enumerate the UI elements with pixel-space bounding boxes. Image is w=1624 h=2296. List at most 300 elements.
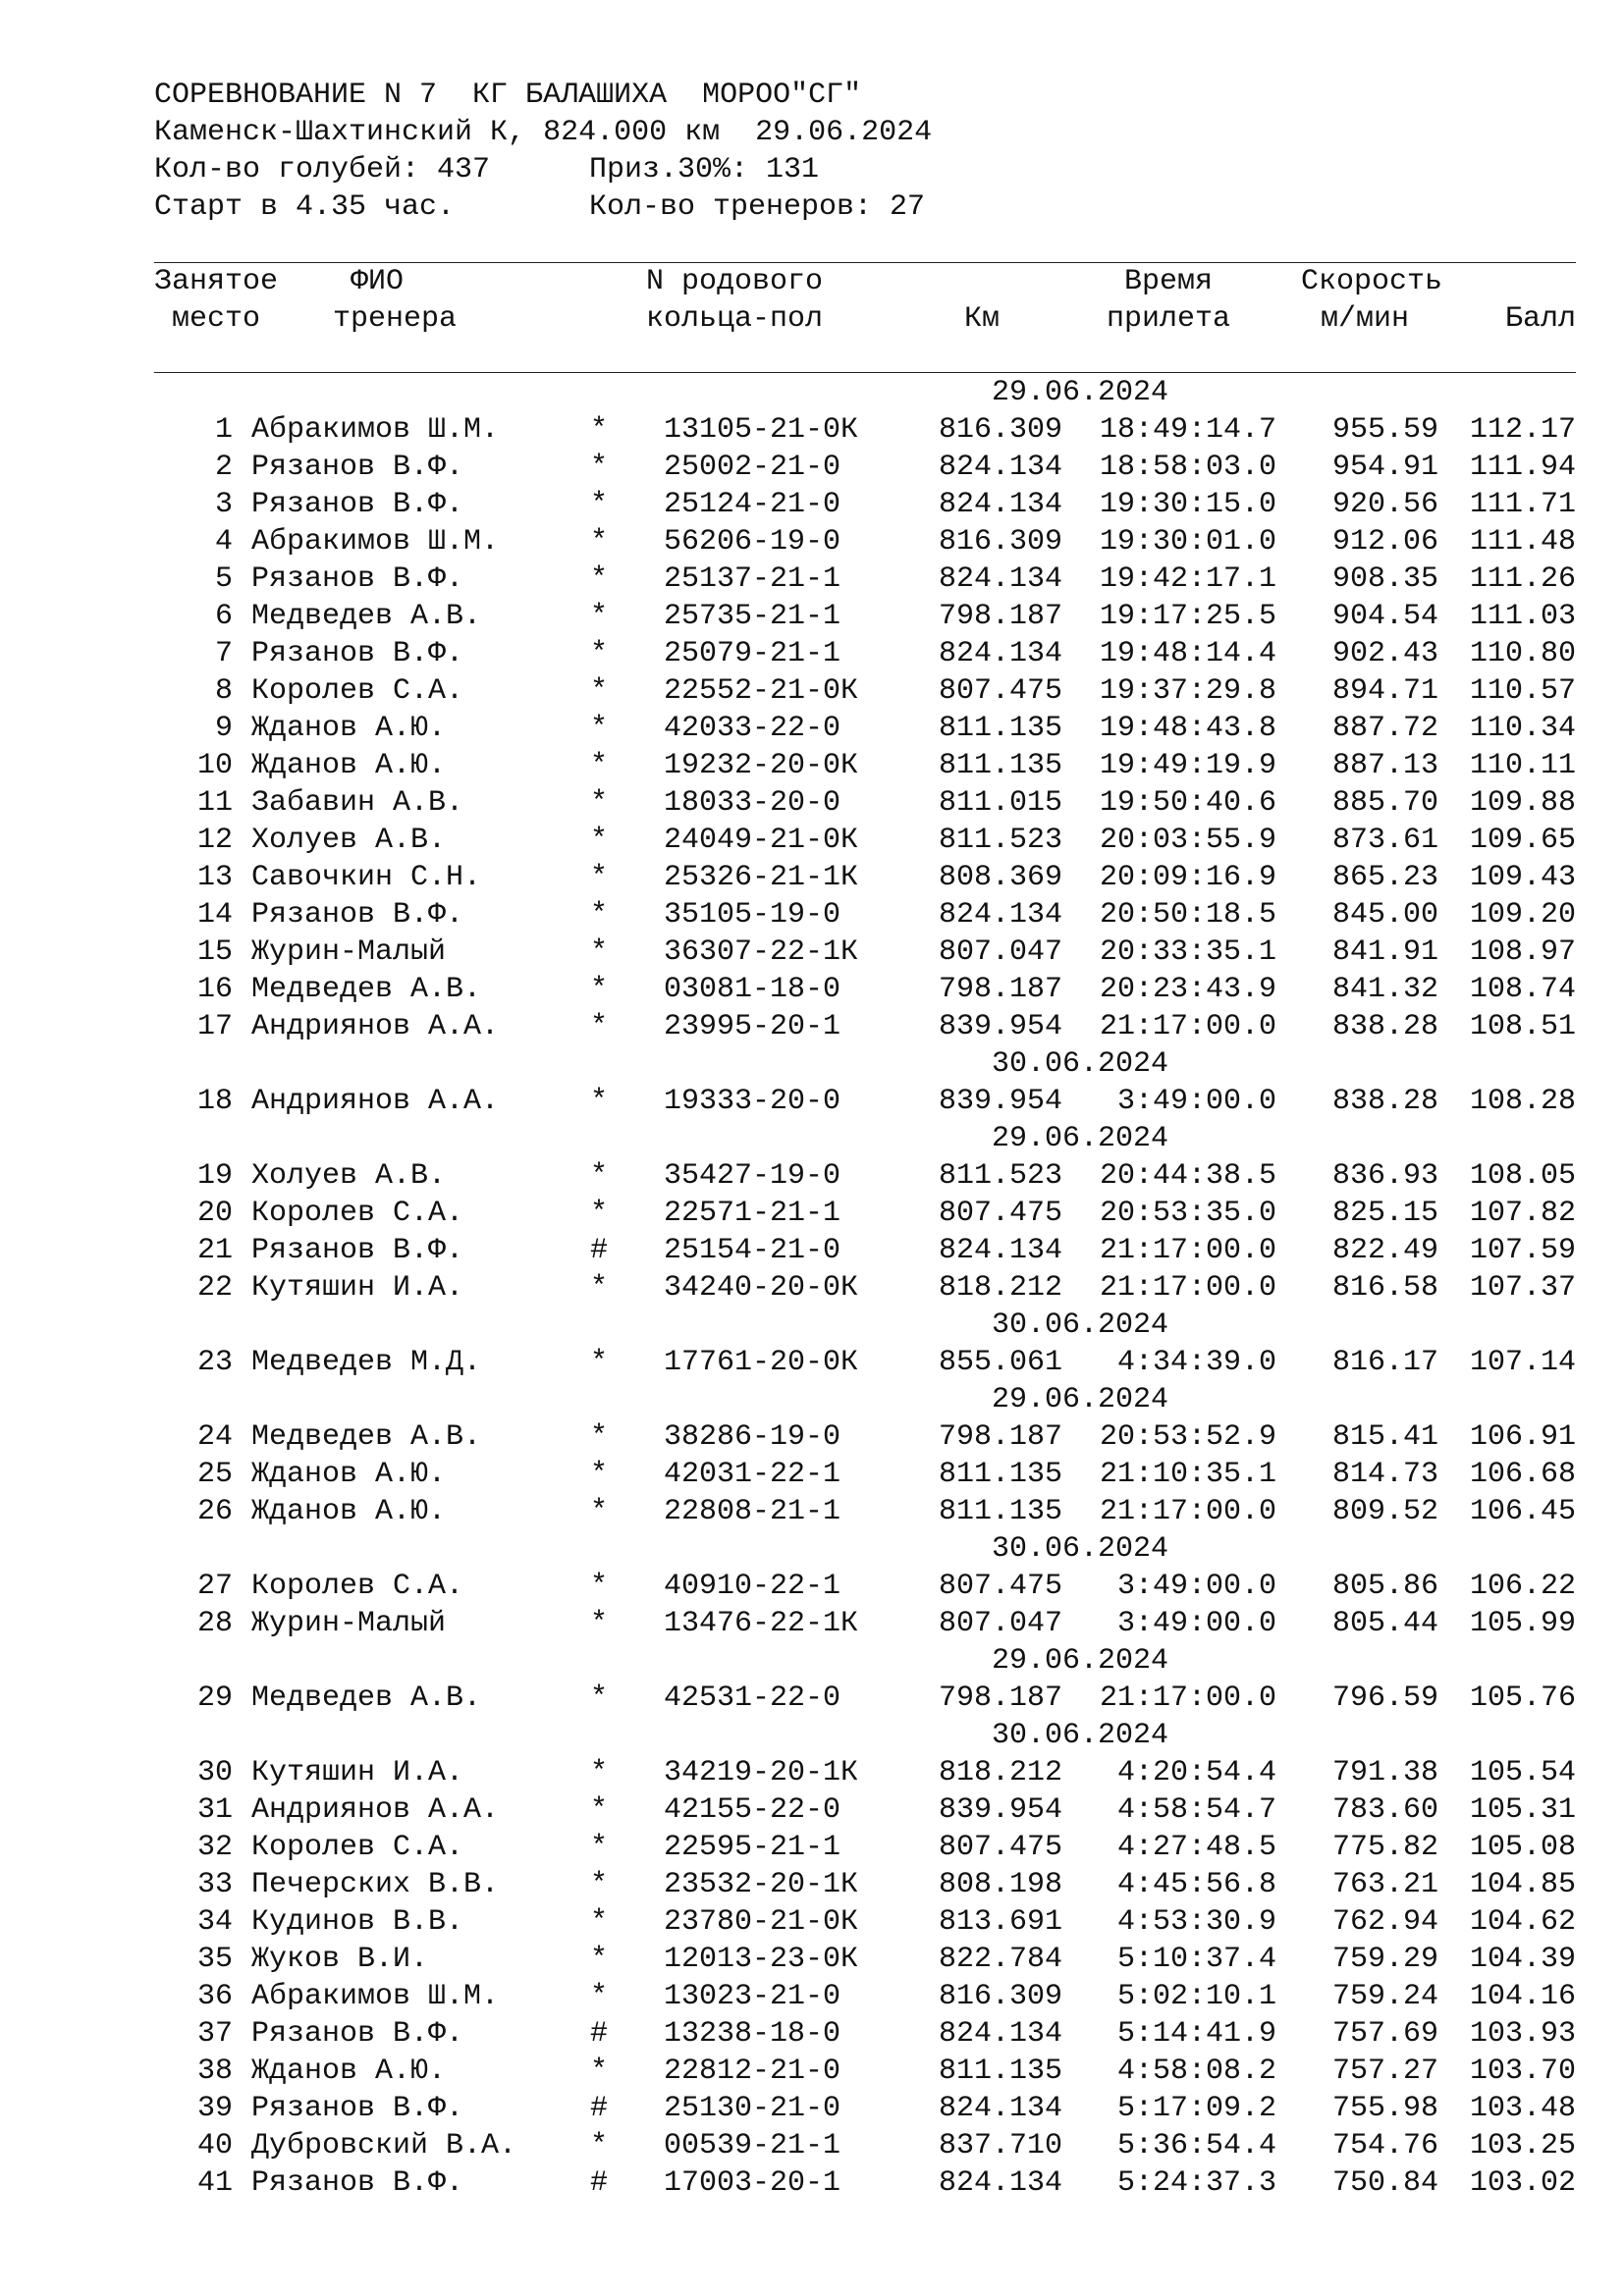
place-cell: 37 <box>196 2017 233 2051</box>
arrival-time-cell: 21:17:00.0 <box>1099 1682 1276 1715</box>
mark-cell: * <box>589 1756 608 1789</box>
trainer-name-cell: Медведев А.В. <box>251 1420 482 1454</box>
place-cell: 11 <box>196 786 233 820</box>
table-row <box>0 1791 1624 1829</box>
trainer-name-cell: Рязанов В.Ф. <box>251 488 464 521</box>
score-cell: 108.51 <box>1469 1010 1576 1043</box>
km-cell: 816.309 <box>938 413 1062 447</box>
mark-cell: * <box>589 898 608 932</box>
km-cell: 807.475 <box>938 1570 1062 1603</box>
ring-cell: 35427-19-0 <box>664 1159 841 1193</box>
ring-cell: 34219-20-1К <box>664 1756 859 1789</box>
arrival-time-cell: 5:24:37.3 <box>1116 2166 1276 2200</box>
table-row <box>0 1754 1624 1791</box>
km-cell: 824.134 <box>938 488 1062 521</box>
header-rule-bottom <box>154 372 1576 373</box>
speed-cell: 954.91 <box>1331 451 1438 484</box>
col-speed-line2: м/мин <box>1321 302 1410 336</box>
km-cell: 808.198 <box>938 1868 1062 1901</box>
date-label: 29.06.2024 <box>991 376 1169 409</box>
date-separator <box>0 1530 1624 1568</box>
arrival-time-cell: 21:17:00.0 <box>1099 1271 1276 1305</box>
col-time-line1: Время <box>1123 265 1213 298</box>
trainer-name-cell: Рязанов В.Ф. <box>251 451 464 484</box>
arrival-time-cell: 4:27:48.5 <box>1116 1831 1276 1864</box>
place-cell: 21 <box>196 1234 233 1267</box>
ring-cell: 24049-21-0К <box>664 824 859 857</box>
trainer-name-cell: Журин-Малый <box>251 1607 447 1640</box>
pigeon-count: Кол-во голубей: 437 <box>154 153 491 187</box>
trainer-name-cell: Королев С.А. <box>251 1570 464 1603</box>
arrival-time-cell: 20:33:35.1 <box>1099 935 1276 969</box>
table-row <box>0 1829 1624 1866</box>
ring-cell: 03081-18-0 <box>664 973 841 1006</box>
arrival-time-cell: 19:42:17.1 <box>1099 562 1276 596</box>
arrival-time-cell: 18:58:03.0 <box>1099 451 1276 484</box>
arrival-time-cell: 20:23:43.9 <box>1099 973 1276 1006</box>
mark-cell: * <box>589 1831 608 1864</box>
mark-cell: * <box>589 2055 608 2088</box>
speed-cell: 750.84 <box>1331 2166 1438 2200</box>
arrival-time-cell: 3:49:00.0 <box>1116 1570 1276 1603</box>
place-cell: 31 <box>196 1793 233 1827</box>
place-cell: 28 <box>196 1607 233 1640</box>
mark-cell: * <box>589 525 608 559</box>
trainer-name-cell: Рязанов В.Ф. <box>251 2166 464 2200</box>
km-cell: 811.135 <box>938 712 1062 745</box>
mark-cell: * <box>589 973 608 1006</box>
table-row <box>0 1605 1624 1642</box>
speed-cell: 755.98 <box>1331 2092 1438 2125</box>
trainer-name-cell: Дубровский В.А. <box>251 2129 517 2163</box>
date-label: 29.06.2024 <box>991 1122 1169 1155</box>
place-cell: 19 <box>196 1159 233 1193</box>
ring-cell: 25735-21-1 <box>664 600 841 633</box>
trainer-name-cell: Рязанов В.Ф. <box>251 2017 464 2051</box>
ring-cell: 42531-22-0 <box>664 1682 841 1715</box>
km-cell: 807.475 <box>938 1831 1062 1864</box>
place-cell: 16 <box>196 973 233 1006</box>
mark-cell: * <box>589 637 608 670</box>
km-cell: 811.015 <box>938 786 1062 820</box>
score-cell: 111.71 <box>1469 488 1576 521</box>
table-row <box>0 1978 1624 2015</box>
ring-cell: 17761-20-0К <box>664 1346 859 1379</box>
trainer-name-cell: Абракимов Ш.М. <box>251 413 500 447</box>
table-row <box>0 1568 1624 1605</box>
ring-cell: 36307-22-1К <box>664 935 859 969</box>
col-time-line2: прилета <box>1106 302 1231 336</box>
table-row <box>0 1083 1624 1120</box>
prize-count: Приз.30%: 131 <box>589 153 820 187</box>
score-cell: 111.48 <box>1469 525 1576 559</box>
speed-cell: 908.35 <box>1331 562 1438 596</box>
mark-cell: * <box>589 674 608 708</box>
km-cell: 824.134 <box>938 2017 1062 2051</box>
table-row <box>0 1456 1624 1493</box>
trainer-name-cell: Холуев А.В. <box>251 824 447 857</box>
ring-cell: 18033-20-0 <box>664 786 841 820</box>
ring-cell: 13238-18-0 <box>664 2017 841 2051</box>
place-cell: 27 <box>196 1570 233 1603</box>
speed-cell: 841.32 <box>1331 973 1438 1006</box>
arrival-time-cell: 20:53:52.9 <box>1099 1420 1276 1454</box>
date-label: 29.06.2024 <box>991 1644 1169 1678</box>
speed-cell: 865.23 <box>1331 861 1438 894</box>
ring-cell: 40910-22-1 <box>664 1570 841 1603</box>
score-cell: 104.39 <box>1469 1943 1576 1976</box>
speed-cell: 775.82 <box>1331 1831 1438 1864</box>
date-separator <box>0 1717 1624 1754</box>
ring-cell: 22595-21-1 <box>664 1831 841 1864</box>
speed-cell: 902.43 <box>1331 637 1438 670</box>
speed-cell: 955.59 <box>1331 413 1438 447</box>
ring-cell: 42033-22-0 <box>664 712 841 745</box>
arrival-time-cell: 19:37:29.8 <box>1099 674 1276 708</box>
mark-cell: * <box>589 712 608 745</box>
score-cell: 111.94 <box>1469 451 1576 484</box>
table-row <box>0 561 1624 598</box>
place-cell: 4 <box>214 525 233 559</box>
trainer-name-cell: Забавин А.В. <box>251 786 464 820</box>
place-cell: 18 <box>196 1085 233 1118</box>
speed-cell: 759.24 <box>1331 1980 1438 2013</box>
arrival-time-cell: 19:48:43.8 <box>1099 712 1276 745</box>
mark-cell: * <box>589 1682 608 1715</box>
km-cell: 822.784 <box>938 1943 1062 1976</box>
table-row <box>0 747 1624 784</box>
mark-cell: * <box>589 1905 608 1939</box>
ring-cell: 23995-20-1 <box>664 1010 841 1043</box>
table-row <box>0 1941 1624 1978</box>
col-name-line2: тренера <box>333 302 458 336</box>
col-place-line1: Занятое <box>154 265 279 298</box>
place-cell: 32 <box>196 1831 233 1864</box>
score-cell: 107.14 <box>1469 1346 1576 1379</box>
place-cell: 12 <box>196 824 233 857</box>
col-score: Балл <box>1504 302 1576 336</box>
table-row <box>0 486 1624 523</box>
col-km: Км <box>964 302 1001 336</box>
km-cell: 818.212 <box>938 1756 1062 1789</box>
score-cell: 105.99 <box>1469 1607 1576 1640</box>
ring-cell: 25079-21-1 <box>664 637 841 670</box>
ring-cell: 19232-20-0К <box>664 749 859 782</box>
trainer-name-cell: Жданов А.Ю. <box>251 1458 447 1491</box>
speed-cell: 754.76 <box>1331 2129 1438 2163</box>
km-cell: 811.523 <box>938 824 1062 857</box>
score-cell: 108.74 <box>1469 973 1576 1006</box>
mark-cell: * <box>589 1943 608 1976</box>
mark-cell: * <box>589 861 608 894</box>
mark-cell: * <box>589 749 608 782</box>
ring-cell: 42031-22-1 <box>664 1458 841 1491</box>
speed-cell: 816.17 <box>1331 1346 1438 1379</box>
trainer-name-cell: Рязанов В.Ф. <box>251 562 464 596</box>
table-row <box>0 859 1624 896</box>
ring-cell: 22808-21-1 <box>664 1495 841 1528</box>
place-cell: 17 <box>196 1010 233 1043</box>
place-cell: 26 <box>196 1495 233 1528</box>
col-speed-line1: Скорость <box>1301 265 1443 298</box>
table-row <box>0 1157 1624 1195</box>
speed-cell: 783.60 <box>1331 1793 1438 1827</box>
arrival-time-cell: 4:58:08.2 <box>1116 2055 1276 2088</box>
speed-cell: 887.13 <box>1331 749 1438 782</box>
place-cell: 13 <box>196 861 233 894</box>
km-cell: 813.691 <box>938 1905 1062 1939</box>
arrival-time-cell: 20:03:55.9 <box>1099 824 1276 857</box>
trainer-name-cell: Жданов А.Ю. <box>251 712 447 745</box>
table-row <box>0 523 1624 561</box>
speed-cell: 841.91 <box>1331 935 1438 969</box>
trainer-name-cell: Медведев А.В. <box>251 1682 482 1715</box>
table-row <box>0 1195 1624 1232</box>
km-cell: 824.134 <box>938 2092 1062 2125</box>
speed-cell: 836.93 <box>1331 1159 1438 1193</box>
trainer-name-cell: Кутяшин И.А. <box>251 1756 464 1789</box>
score-cell: 105.54 <box>1469 1756 1576 1789</box>
km-cell: 839.954 <box>938 1010 1062 1043</box>
place-cell: 24 <box>196 1420 233 1454</box>
table-row <box>0 2090 1624 2127</box>
trainer-name-cell: Журин-Малый <box>251 935 447 969</box>
place-cell: 39 <box>196 2092 233 2125</box>
trainer-count: Кол-во тренеров: 27 <box>589 190 926 224</box>
arrival-time-cell: 19:30:01.0 <box>1099 525 1276 559</box>
km-cell: 811.135 <box>938 2055 1062 2088</box>
date-separator <box>0 374 1624 411</box>
speed-cell: 763.21 <box>1331 1868 1438 1901</box>
score-cell: 104.85 <box>1469 1868 1576 1901</box>
speed-cell: 757.27 <box>1331 2055 1438 2088</box>
arrival-time-cell: 20:44:38.5 <box>1099 1159 1276 1193</box>
speed-cell: 757.69 <box>1331 2017 1438 2051</box>
speed-cell: 885.70 <box>1331 786 1438 820</box>
score-cell: 105.08 <box>1469 1831 1576 1864</box>
ring-cell: 25124-21-0 <box>664 488 841 521</box>
speed-cell: 920.56 <box>1331 488 1438 521</box>
trainer-name-cell: Жданов А.Ю. <box>251 749 447 782</box>
score-cell: 103.02 <box>1469 2166 1576 2200</box>
arrival-time-cell: 18:49:14.7 <box>1099 413 1276 447</box>
mark-cell: # <box>589 2092 608 2125</box>
table-row <box>0 2053 1624 2090</box>
score-cell: 110.11 <box>1469 749 1576 782</box>
arrival-time-cell: 5:02:10.1 <box>1116 1980 1276 2013</box>
table-row <box>0 1344 1624 1381</box>
arrival-time-cell: 5:17:09.2 <box>1116 2092 1276 2125</box>
ring-cell: 13476-22-1К <box>664 1607 859 1640</box>
km-cell: 811.135 <box>938 749 1062 782</box>
date-separator <box>0 1045 1624 1083</box>
table-row <box>0 896 1624 934</box>
km-cell: 798.187 <box>938 1682 1062 1715</box>
arrival-time-cell: 3:49:00.0 <box>1116 1607 1276 1640</box>
arrival-time-cell: 21:10:35.1 <box>1099 1458 1276 1491</box>
score-cell: 106.91 <box>1469 1420 1576 1454</box>
ring-cell: 25130-21-0 <box>664 2092 841 2125</box>
table-row <box>0 411 1624 449</box>
speed-cell: 873.61 <box>1331 824 1438 857</box>
ring-cell: 25154-21-0 <box>664 1234 841 1267</box>
arrival-time-cell: 21:17:00.0 <box>1099 1495 1276 1528</box>
score-cell: 110.34 <box>1469 712 1576 745</box>
score-cell: 106.22 <box>1469 1570 1576 1603</box>
mark-cell: * <box>589 1458 608 1491</box>
score-cell: 109.65 <box>1469 824 1576 857</box>
place-cell: 40 <box>196 2129 233 2163</box>
ring-cell: 13023-21-0 <box>664 1980 841 2013</box>
date-separator <box>0 1120 1624 1157</box>
speed-cell: 822.49 <box>1331 1234 1438 1267</box>
trainer-name-cell: Савочкин С.Н. <box>251 861 482 894</box>
km-cell: 824.134 <box>938 562 1062 596</box>
km-cell: 808.369 <box>938 861 1062 894</box>
score-cell: 112.17 <box>1469 413 1576 447</box>
ring-cell: 35105-19-0 <box>664 898 841 932</box>
km-cell: 811.523 <box>938 1159 1062 1193</box>
score-cell: 111.26 <box>1469 562 1576 596</box>
km-cell: 837.710 <box>938 2129 1062 2163</box>
trainer-name-cell: Жданов А.Ю. <box>251 1495 447 1528</box>
score-cell: 103.48 <box>1469 2092 1576 2125</box>
place-cell: 23 <box>196 1346 233 1379</box>
trainer-name-cell: Рязанов В.Ф. <box>251 637 464 670</box>
arrival-time-cell: 20:09:16.9 <box>1099 861 1276 894</box>
score-cell: 106.45 <box>1469 1495 1576 1528</box>
place-cell: 9 <box>214 712 233 745</box>
speed-cell: 845.00 <box>1331 898 1438 932</box>
km-cell: 816.309 <box>938 1980 1062 2013</box>
trainer-name-cell: Королев С.А. <box>251 674 464 708</box>
score-cell: 110.57 <box>1469 674 1576 708</box>
arrival-time-cell: 4:53:30.9 <box>1116 1905 1276 1939</box>
table-row <box>0 2164 1624 2202</box>
mark-cell: * <box>589 1159 608 1193</box>
mark-cell: * <box>589 1085 608 1118</box>
arrival-time-cell: 3:49:00.0 <box>1116 1085 1276 1118</box>
score-cell: 104.62 <box>1469 1905 1576 1939</box>
mark-cell: * <box>589 1793 608 1827</box>
ring-cell: 25002-21-0 <box>664 451 841 484</box>
arrival-time-cell: 19:30:15.0 <box>1099 488 1276 521</box>
ring-cell: 23780-21-0К <box>664 1905 859 1939</box>
date-label: 29.06.2024 <box>991 1383 1169 1416</box>
trainer-name-cell: Холуев А.В. <box>251 1159 447 1193</box>
arrival-time-cell: 20:53:35.0 <box>1099 1197 1276 1230</box>
table-row <box>0 710 1624 747</box>
speed-cell: 814.73 <box>1331 1458 1438 1491</box>
ring-cell: 12013-23-0К <box>664 1943 859 1976</box>
date-label: 30.06.2024 <box>991 1308 1169 1342</box>
km-cell: 807.047 <box>938 935 1062 969</box>
ring-cell: 19333-20-0 <box>664 1085 841 1118</box>
score-cell: 106.68 <box>1469 1458 1576 1491</box>
km-cell: 824.134 <box>938 637 1062 670</box>
table-row <box>0 971 1624 1008</box>
arrival-time-cell: 4:20:54.4 <box>1116 1756 1276 1789</box>
km-cell: 839.954 <box>938 1793 1062 1827</box>
km-cell: 824.134 <box>938 898 1062 932</box>
ring-cell: 22571-21-1 <box>664 1197 841 1230</box>
place-cell: 6 <box>214 600 233 633</box>
arrival-time-cell: 5:10:37.4 <box>1116 1943 1276 1976</box>
mark-cell: * <box>589 1868 608 1901</box>
col-name-line1: ФИО <box>351 265 405 298</box>
km-cell: 807.475 <box>938 1197 1062 1230</box>
km-cell: 839.954 <box>938 1085 1062 1118</box>
col-place-line2: место <box>172 302 261 336</box>
arrival-time-cell: 4:45:56.8 <box>1116 1868 1276 1901</box>
arrival-time-cell: 21:17:00.0 <box>1099 1234 1276 1267</box>
table-row <box>0 635 1624 672</box>
arrival-time-cell: 4:58:54.7 <box>1116 1793 1276 1827</box>
km-cell: 798.187 <box>938 600 1062 633</box>
speed-cell: 838.28 <box>1331 1085 1438 1118</box>
trainer-name-cell: Королев С.А. <box>251 1197 464 1230</box>
ring-cell: 42155-22-0 <box>664 1793 841 1827</box>
km-cell: 816.309 <box>938 525 1062 559</box>
mark-cell: * <box>589 1420 608 1454</box>
place-cell: 15 <box>196 935 233 969</box>
trainer-name-cell: Андриянов А.А. <box>251 1085 500 1118</box>
place-cell: 29 <box>196 1682 233 1715</box>
trainer-name-cell: Королев С.А. <box>251 1831 464 1864</box>
trainer-name-cell: Медведев А.В. <box>251 973 482 1006</box>
speed-cell: 791.38 <box>1331 1756 1438 1789</box>
score-cell: 109.88 <box>1469 786 1576 820</box>
ring-cell: 56206-19-0 <box>664 525 841 559</box>
place-cell: 10 <box>196 749 233 782</box>
mark-cell: # <box>589 2017 608 2051</box>
mark-cell: * <box>589 1495 608 1528</box>
table-row <box>0 1493 1624 1530</box>
table-row <box>0 598 1624 635</box>
mark-cell: * <box>589 562 608 596</box>
ring-cell: 23532-20-1К <box>664 1868 859 1901</box>
ring-cell: 34240-20-0К <box>664 1271 859 1305</box>
col-ring-line2: кольца-пол <box>646 302 824 336</box>
arrival-time-cell: 5:36:54.4 <box>1116 2129 1276 2163</box>
arrival-time-cell: 5:14:41.9 <box>1116 2017 1276 2051</box>
table-row <box>0 1903 1624 1941</box>
km-cell: 855.061 <box>938 1346 1062 1379</box>
score-cell: 109.20 <box>1469 898 1576 932</box>
place-cell: 41 <box>196 2166 233 2200</box>
place-cell: 7 <box>214 637 233 670</box>
km-cell: 798.187 <box>938 1420 1062 1454</box>
km-cell: 807.475 <box>938 674 1062 708</box>
place-cell: 2 <box>214 451 233 484</box>
score-cell: 109.43 <box>1469 861 1576 894</box>
trainer-name-cell: Медведев А.В. <box>251 600 482 633</box>
speed-cell: 887.72 <box>1331 712 1438 745</box>
km-cell: 824.134 <box>938 1234 1062 1267</box>
mark-cell: * <box>589 451 608 484</box>
trainer-name-cell: Печерских В.В. <box>251 1868 500 1901</box>
place-cell: 14 <box>196 898 233 932</box>
mark-cell: * <box>589 1271 608 1305</box>
date-label: 30.06.2024 <box>991 1532 1169 1566</box>
trainer-name-cell: Медведев М.Д. <box>251 1346 482 1379</box>
arrival-time-cell: 21:17:00.0 <box>1099 1010 1276 1043</box>
mark-cell: * <box>589 1197 608 1230</box>
score-cell: 105.76 <box>1469 1682 1576 1715</box>
score-cell: 111.03 <box>1469 600 1576 633</box>
table-row <box>0 2127 1624 2164</box>
table-row <box>0 1866 1624 1903</box>
